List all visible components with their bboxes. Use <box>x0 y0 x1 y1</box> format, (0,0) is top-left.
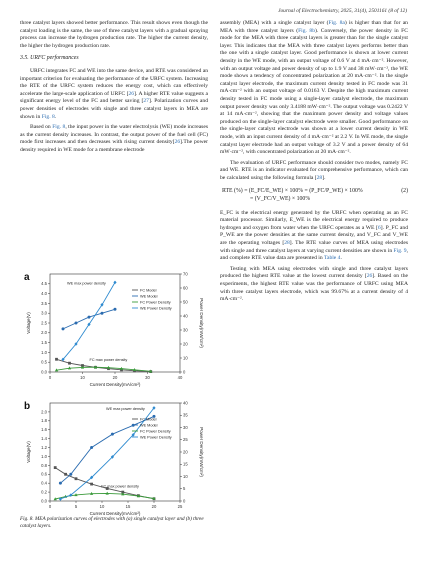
data-point <box>90 446 93 449</box>
data-point <box>111 433 114 436</box>
rte-formula <box>220 188 408 203</box>
figure-8 <box>20 266 208 524</box>
formula-number: (2) <box>401 188 408 195</box>
citation-link[interactable]: 26 <box>128 90 135 97</box>
y-tick-label: 0.5 <box>41 359 47 365</box>
figure-link[interactable]: Fig. 8 <box>41 113 55 120</box>
y2-tick-label: 20 <box>183 341 188 347</box>
figure-link[interactable]: Fig. 8a <box>328 20 345 26</box>
legend-entry: WE Power Density <box>140 435 172 440</box>
y-tick-label: 4.0 <box>41 291 47 296</box>
y2-tick-label: 40 <box>183 400 188 406</box>
data-point <box>101 312 104 315</box>
right-paragraph-3: E_FC is the electrical energy generated by the URFC when operating as an FC material processor. Similarly, E_WE is the electrical energy required to produce hydrogen and oxygen from water when the URFC operates as a WE [6]. P_FC and P_WE are the power densities at the same current density, and V_FC and V_WE are the operating voltages [28]. The RTE value curves of MEA using electrodes with single and three catalyst layers at varying current densities are shown in Fig. 9, and complete RTE value data are presented in Table 4. <box>220 209 408 262</box>
legend-entry: WE Model <box>140 423 158 428</box>
series-line <box>55 468 154 499</box>
y2-tick-label: 10 <box>183 473 188 479</box>
y-tick-label: 1.4 <box>41 436 47 442</box>
panel-label: a <box>24 272 30 283</box>
data-point <box>75 322 78 325</box>
x-tick-label: 0 <box>48 504 52 509</box>
right-paragraph-4: Testing with MEA using electrodes with single and three catalyst layers produced the highest RTE value at the lowest current density [26]. Based on the experiments, the highest RTE value was the performance of URFC using MEA with three catalyst layers electrode, which was 99.67% at a current density of 4 mA·cm⁻². <box>220 265 408 303</box>
chart-panel-a <box>20 266 208 390</box>
data-point <box>64 473 67 476</box>
legend-entry: FC Model <box>140 417 157 422</box>
y-tick-label: 4.5 <box>41 281 47 287</box>
citation-link[interactable]: 26 <box>366 273 373 280</box>
y2-axis-label: Power Density(mW/cm²) <box>199 427 204 477</box>
left-column <box>20 20 208 158</box>
right-paragraph-2: The evaluation of URFC performance should consider two modes, namely FC and WE. RTE is an indicator evaluated for comprehensive performance, which can be calculated using the following formula [28]. <box>220 159 408 181</box>
y-tick-label: 1.5 <box>41 340 47 345</box>
annotation-fc-max: FC max power density <box>101 484 139 489</box>
data-point <box>88 316 91 319</box>
y2-tick-label: 25 <box>183 437 188 443</box>
y-tick-label: 0.0 <box>41 498 47 504</box>
x-tick-label: 10 <box>99 504 105 509</box>
formula-line-2: = (V_FC/V_WE) × 100% <box>250 196 311 203</box>
annotation-fc-max: FC max power density <box>89 358 128 363</box>
data-point <box>69 473 72 476</box>
y2-tick-label: 10 <box>183 355 188 361</box>
y2-tick-label: 35 <box>183 412 188 418</box>
citation-link[interactable]: 28 <box>284 240 290 247</box>
y2-tick-label: 5 <box>183 486 186 492</box>
figure-link[interactable]: Fig. 8b <box>298 27 316 34</box>
y2-tick-label: 20 <box>183 449 188 455</box>
data-point <box>75 477 78 480</box>
chart-panel-b <box>20 395 208 519</box>
figure-link[interactable]: Fig. 9 <box>393 247 407 254</box>
citation-link[interactable]: 28 <box>316 174 323 181</box>
y-tick-label: 1.2 <box>41 444 47 450</box>
y2-tick-label: 0 <box>183 498 186 504</box>
x-tick-label: 5 <box>74 504 78 509</box>
y2-tick-label: 30 <box>183 424 188 430</box>
y2-tick-label: 70 <box>183 271 188 277</box>
y-tick-label: 1.0 <box>41 453 47 459</box>
right-paragraph-1: assembly (MEA) with a single catalyst layer (Fig. 8a) is higher than that for an MEA with three catalyst layers (Fig. 8b). Conversely, the power density in FC mode for the MEA with three catalyst layers is greater than for the single catalyst layer. This indicates that the MEA with three catalyst layers performs better than the one with a single catalyst layer. Good performance is shown at lower current density in the WE mode, with an output voltage of 0.6 V at 4 mA·cm⁻². However, with an output voltage and power density of up to 1.9 V and 38 mW·cm⁻², the WE mode shows a tendency of concentrated polarization at 20 mA·cm⁻². In the single catalyst layer electrode, the maximum current density tested in FC mode was 31 mA·cm⁻² with an output voltage of 0.0163 V. Despite the high maximum current density tested in FC mode using a single-layer catalyst electrode, the maximum output power density was only 3.4188 mW·cm⁻². The output voltage was 0.2422 V at 14 mA·cm⁻², showing that the maximum power density and voltage values produced on the single-layer catalyst electrode were smaller. Good performance on the single-layer catalyst electrode was shown at a lower current density in WE mode, with an input current density of 4 mA·cm⁻² at 2.2 V. In WE mode, the single catalyst layer electrode had an output voltage of 3.2 V and a power density of 64 mW·cm⁻², with concentrated polarization at 20 mA·cm⁻². <box>220 20 408 156</box>
journal-header: Journal of Electrochemistry, 2025, 31(4), 2501161 (8 of 12) <box>278 8 407 14</box>
figure-caption: Fig. 8. MEA polarization curves of electrodes with (a) single catalyst layer and (b) three catalyst layers. <box>20 516 204 529</box>
data-point <box>59 482 62 485</box>
section-heading: 3.5. URFC performances <box>20 55 79 62</box>
data-point <box>54 466 57 469</box>
y-tick-label: 1.6 <box>41 427 47 433</box>
y-tick-label: 0.0 <box>41 369 47 375</box>
x-tick-label: 10 <box>80 375 85 380</box>
citation-link[interactable]: 6 <box>377 224 381 231</box>
urfc-paragraph-2: Based on Fig. 8, the input power in the water electrolysis (WE) mode increases as the current density increases. In contrast, the output power of the fuel cell (FC) mode first increases and then decreases with rising current density[26].The power density required in WE mode for a membrane electrode <box>20 124 209 153</box>
urfc-paragraph-1: URFC integrates FC and WE into the same device, and RTE was considered an important criterion for evaluating the performance of the URFC system. Increasing the RTE of the URFC system reduces the energy cost, which can effectively accelerate the large-scale application of URFC [26]. A higher RTE value suggests a significant energy level of the FC and better saving [27]. Polarization curves and power densities of electrodes with single and three catalyst layers in MEA are shown in Fig. 8. <box>20 67 208 120</box>
y-tick-label: 0.6 <box>41 471 47 477</box>
y-axis-label: Voltage(V) <box>26 312 31 334</box>
x-tick-label: 15 <box>125 504 131 509</box>
series-line <box>63 282 115 359</box>
y2-tick-label: 50 <box>183 299 188 305</box>
data-point <box>68 362 71 365</box>
y-tick-label: 0.8 <box>41 462 47 468</box>
data-point <box>114 308 117 311</box>
legend-entry: FC Power Density <box>140 429 171 434</box>
y-tick-label: 2.0 <box>41 409 47 415</box>
x-tick-label: 20 <box>151 504 157 509</box>
legend-entry: WE Model <box>140 294 158 299</box>
citation-link[interactable]: 26 <box>174 139 181 146</box>
y-tick-label: 3.0 <box>41 310 47 316</box>
y2-tick-label: 15 <box>183 461 188 467</box>
y-tick-label: 0.4 <box>41 480 47 486</box>
formula-line-1: RTE (%) = (E_FC/E_WE) × 100% = (P_FC/P_WE) × 100% <box>222 188 363 195</box>
panel-label: b <box>24 401 31 412</box>
x-tick-label: 40 <box>177 375 183 380</box>
y-tick-label: 1.0 <box>41 349 47 355</box>
x-tick-label: 30 <box>145 375 150 380</box>
x-tick-label: 20 <box>112 375 118 380</box>
data-point <box>90 483 93 486</box>
right-column <box>220 20 408 307</box>
x-axis-label: Current Density(mA/cm²) <box>89 382 141 387</box>
legend-entry: FC Model <box>140 288 157 293</box>
table-link[interactable]: Table 4 <box>323 255 341 262</box>
intro-paragraph: three catalyst layers showed better performance. This result shows even though the catalyst loading is the same, the use of three catalyst layers with a gradual spraying process can increase the hydrogen production rate. The higher the current density, the higher the hydrogen production rate. <box>20 20 208 49</box>
annotation-we-max: WE max power density <box>67 281 106 286</box>
legend-entry: FC Power Density <box>140 300 171 305</box>
citation-link[interactable]: 27 <box>143 98 149 105</box>
y2-tick-label: 40 <box>183 313 188 319</box>
y2-tick-label: 60 <box>183 285 188 291</box>
x-axis-label: Current Density(mA/cm²) <box>89 511 141 516</box>
figure-link[interactable]: Fig. 8 <box>52 124 66 131</box>
y-tick-label: 3.5 <box>41 300 47 306</box>
y-axis-label: Voltage(V) <box>26 441 31 463</box>
x-tick-label: 25 <box>177 504 183 509</box>
data-point <box>55 358 58 361</box>
y-tick-label: 1.8 <box>41 418 47 424</box>
y-tick-label: 2.0 <box>41 330 47 336</box>
x-tick-label: 0 <box>48 375 52 380</box>
legend-entry: WE Power Density <box>140 306 172 311</box>
y-tick-label: 2.5 <box>41 320 47 326</box>
y2-tick-label: 0 <box>183 369 186 375</box>
annotation-we-max: WE max power density <box>106 406 145 411</box>
data-point <box>62 327 65 330</box>
y2-tick-label: 30 <box>183 327 188 333</box>
y2-axis-label: Power Density(mW/cm²) <box>199 298 204 348</box>
y-tick-label: 0.2 <box>41 489 47 495</box>
